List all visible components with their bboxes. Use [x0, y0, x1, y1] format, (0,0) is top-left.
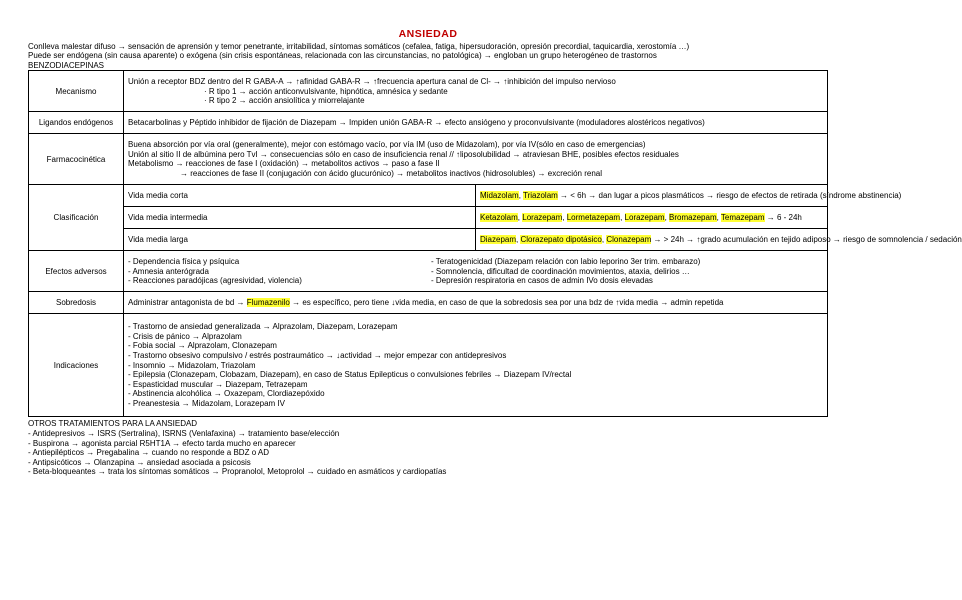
- row-label: Sobredosis: [29, 292, 124, 314]
- row-label: Clasificación: [29, 185, 124, 251]
- list-item: - Abstinencia alcohólica → Oxazepam, Clordiazepóxido: [128, 389, 325, 399]
- text-line: → reacciones de fase II (conjugación con ácido glucurónico) → metabolitos inactivos (hidrosolubles) → excreción renal: [180, 168, 602, 178]
- text-line: Unión al sitio II de albúmina pero TvI → consecuencias sólo en caso de insuficiencia renal // ↑liposolubilidad → atraviesan BHE, posibles efectos residuales: [128, 149, 679, 159]
- sub-label: Vida media corta: [124, 185, 476, 207]
- list-item: - Trastorno de ansiedad generalizada → Alprazolam, Diazepam, Lorazepam: [128, 322, 398, 332]
- intro-line: Conlleva malestar difuso → sensación de aprensión y temor penetrante, irritabilidad, síntomas somáticos (cefalea, fatiga, hipersudoración, opresión precordial, taquicardia, xerostomía …): [28, 41, 690, 51]
- separator: ,: [518, 191, 523, 201]
- hl-cell: [476, 185, 902, 207]
- separator: ,: [517, 213, 523, 223]
- text-segment: → es específico, pero tiene ↓vida media, en caso de que la sobredosis sea por una bdz de ↑vida media → admin repetida: [289, 298, 724, 308]
- text-line: - Reacciones paradójicas (agresividad, violencia): [128, 276, 302, 286]
- list-item: - Buspirona → agonista parcial R5HT1A → efecto tarda mucho en aparecer: [28, 438, 296, 448]
- highlighted-drug: Clonazepam: [606, 235, 652, 245]
- text-line: Unión a receptor BDZ dentro del R GABA-A → ↑afinidad GABA-R → ↑frecuencia apertura canal de Cl- → ↑inhibición del impulso nervioso: [128, 76, 616, 86]
- separator: ,: [562, 213, 567, 223]
- list-item: - Antidepresivos → ISRS (Sertralina), ISRNS (Venlafaxina) → tratamiento base/elección: [28, 428, 340, 438]
- text-line: · R tipo 1 → acción anticonvulsivante, hipnótica, amnésica y sedante: [204, 86, 448, 96]
- row-mecanismo: [29, 71, 828, 112]
- row-farmacocinetica: [29, 134, 828, 185]
- text-line: Betacarbolinas y Péptido inhibidor de fijación de Diazepam → Impiden unión GABA-R → efecto ansiógeno y proconvulsivante (moduladores alostéricos negativos): [128, 118, 705, 128]
- separator: ,: [516, 235, 521, 245]
- row-label: Efectos adversos: [29, 251, 124, 292]
- separator: ,: [620, 213, 625, 223]
- list-item: - Fobia social → Alprazolam, Clonazepam: [128, 341, 277, 351]
- highlighted-drug: Midazolam: [480, 191, 519, 201]
- row-label: Indicaciones: [29, 314, 124, 417]
- column-left: [128, 257, 431, 286]
- text-line: · R tipo 2 → acción ansiolítica y miorrelajante: [204, 96, 365, 106]
- row-content: [124, 134, 828, 185]
- list-item: - Crisis de pánico → Alprazolam: [128, 331, 242, 341]
- text-line: - Dependencia física y psíquica: [128, 256, 240, 266]
- row-sobredosis: [29, 292, 828, 314]
- sub-label: Vida media intermedia: [124, 207, 476, 229]
- text-line: Metabolismo → reacciones de fase I (oxidación) → metabolitos activos → paso a fase II: [128, 159, 440, 169]
- text-line: Buena absorción por vía oral (generalmente), mejor con estómago vacío, por vía IM (uso de Midazolam), por vía IV(sólo en caso de emergencias): [128, 140, 646, 150]
- hl-cell: [476, 229, 962, 251]
- row-content: [124, 71, 828, 112]
- separator: ,: [716, 213, 721, 223]
- benzodiacepinas-table: [28, 70, 962, 417]
- text-line: - Somnolencia, dificultad de coordinación movimientos, ataxia, delirios …: [431, 266, 690, 276]
- page-title: ANSIEDAD: [398, 28, 458, 40]
- text-segment: → > 24h → ↑grado acumulación en tejido adiposo → riesgo de somnolencia / sedación: [651, 235, 962, 245]
- text-segment: → 6 - 24h: [764, 213, 802, 223]
- list-item: - Trastorno obsesivo compulsivo / estrés postraumático → ↓actividad → mejor empezar con antidepresivos: [128, 350, 507, 360]
- highlighted-drug: Diazepam: [480, 235, 517, 245]
- list-item: - Antiepilépticos → Pregabalina → cuando no responde a BDZ o AD: [28, 448, 270, 458]
- row-indicaciones: [29, 314, 828, 417]
- list-item: - Beta-bloqueantes → trata los síntomas somáticos → Propranolol, Metoprolol → cuidado en asmáticos y cardiopatías: [28, 467, 447, 477]
- list-item: - Epilepsia (Clonazepam, Clobazam, Diazepam), en caso de Status Epilepticus o convulsiones febriles → Diazepam IV/rectal: [128, 370, 572, 380]
- highlighted-drug: Triazolam: [523, 191, 558, 201]
- row-vida-corta: [29, 185, 828, 207]
- row-content: [124, 292, 828, 314]
- highlighted-drug: Bromazepam: [669, 213, 717, 223]
- document-page: [28, 28, 962, 477]
- otros-tratamientos: [28, 419, 828, 477]
- text-line: - Teratogenicidad (Diazepam relación con labio leporino 3er trim. embarazo): [431, 256, 701, 266]
- row-efectos-adversos: [29, 251, 828, 292]
- row-content: [124, 251, 828, 292]
- hl-cell: [476, 207, 828, 229]
- section-heading: BENZODIACEPINAS: [28, 60, 105, 70]
- text-segment: → < 6h → dan lugar a picos plasmáticos → riesgo de efectos de retirada (síndrome abstinencia): [557, 191, 902, 201]
- intro-line: Puede ser endógena (sin causa aparente) o exógena (sin crisis espontáneas, relacionada con las circunstancias, no patológica) → engloban un grupo heterogéneo de trastornos: [28, 51, 657, 61]
- list-item: - Espasticidad muscular → Diazepam, Tetrazepam: [128, 379, 308, 389]
- separator: ,: [664, 213, 670, 223]
- list-item: - Insomnio → Midazolam, Triazolam: [128, 360, 256, 370]
- list-item: - Preanestesia → Midazolam, Lorazepam IV: [128, 398, 285, 408]
- row-content: [124, 314, 828, 417]
- text-segment: Administrar antagonista de bd →: [128, 298, 247, 308]
- highlighted-drug: Temazepam: [720, 213, 765, 223]
- separator: ,: [601, 235, 607, 245]
- row-label: Farmacocinética: [29, 134, 124, 185]
- highlighted-drug: Clorazepato dipotásico: [520, 235, 602, 245]
- row-label: Ligandos endógenos: [29, 112, 124, 134]
- row-ligandos: [29, 112, 828, 134]
- sub-label: Vida media larga: [124, 229, 476, 251]
- highlighted-drug: Ketazolam: [480, 213, 518, 223]
- highlighted-drug: Flumazenilo: [246, 298, 290, 308]
- column-right: [431, 257, 823, 286]
- section-heading: OTROS TRATAMIENTOS PARA LA ANSIEDAD: [28, 419, 198, 429]
- highlighted-drug: Lorazepam: [522, 213, 563, 223]
- highlighted-drug: Lormetazepam: [566, 213, 621, 223]
- text-line: - Depresión respiratoria en casos de admin IVo dosis elevadas: [431, 276, 653, 286]
- highlighted-drug: Lorazepam: [624, 213, 665, 223]
- text-line: - Amnesia anterógrada: [128, 266, 209, 276]
- row-label: Mecanismo: [29, 71, 124, 112]
- two-columns: [128, 257, 823, 286]
- row-vida-intermedia: [29, 207, 828, 229]
- list-item: - Antipsicóticos → Olanzapina → ansiedad asociada a psicosis: [28, 457, 251, 467]
- row-vida-larga: [29, 229, 828, 251]
- row-content: [124, 112, 828, 134]
